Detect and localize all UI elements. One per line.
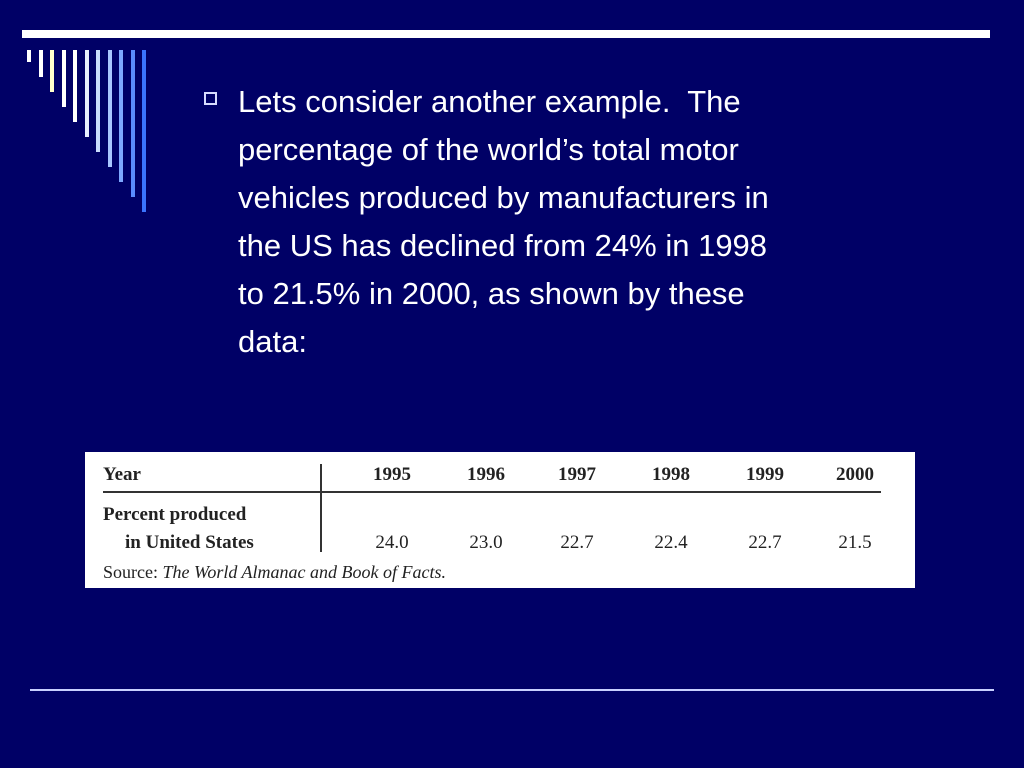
square-bullet-icon: [204, 92, 217, 105]
decor-stripe: [73, 50, 77, 122]
decor-stripe: [85, 50, 89, 137]
bottom-rule: [30, 689, 994, 691]
value-1995: 24.0: [375, 532, 409, 553]
year-1999: 1999: [746, 464, 784, 485]
value-1996: 23.0: [469, 532, 503, 553]
decor-stripe: [96, 50, 100, 152]
row-label-line2: in United States: [125, 532, 254, 553]
header-rule: [103, 491, 881, 493]
row-label-line1: Percent produced: [103, 504, 247, 525]
year-2000: 2000: [836, 464, 874, 485]
year-1997: 1997: [558, 464, 596, 485]
decor-stripe: [62, 50, 66, 107]
decor-stripe: [50, 50, 54, 92]
value-1999: 22.7: [748, 532, 782, 553]
decor-stripe: [39, 50, 43, 77]
table-source: [103, 562, 446, 583]
year-1995: 1995: [373, 464, 411, 485]
data-table: [85, 452, 915, 588]
decor-stripe: [142, 50, 146, 212]
decor-stripe: [27, 50, 31, 62]
table-header-label: Year: [103, 464, 141, 485]
value-1998: 22.4: [654, 532, 688, 553]
value-2000: 21.5: [838, 532, 872, 553]
decorative-stripes: [0, 0, 200, 220]
source-prefix: Source:: [103, 562, 158, 582]
bullet-item: [198, 78, 958, 366]
value-1997: 22.7: [560, 532, 594, 553]
decor-stripe: [131, 50, 135, 197]
decor-stripe: [108, 50, 112, 167]
year-1998: 1998: [652, 464, 690, 485]
year-1996: 1996: [467, 464, 505, 485]
bullet-text: Lets consider another example. The percentage of the world’s total motor vehicles produced by manufacturers in the US has declined from 24% in 1998 to 21.5% in 2000, as shown by these data:: [238, 84, 769, 359]
source-title: The World Almanac and Book of Facts.: [162, 562, 446, 582]
decor-stripe: [119, 50, 123, 182]
column-divider: [320, 464, 322, 552]
